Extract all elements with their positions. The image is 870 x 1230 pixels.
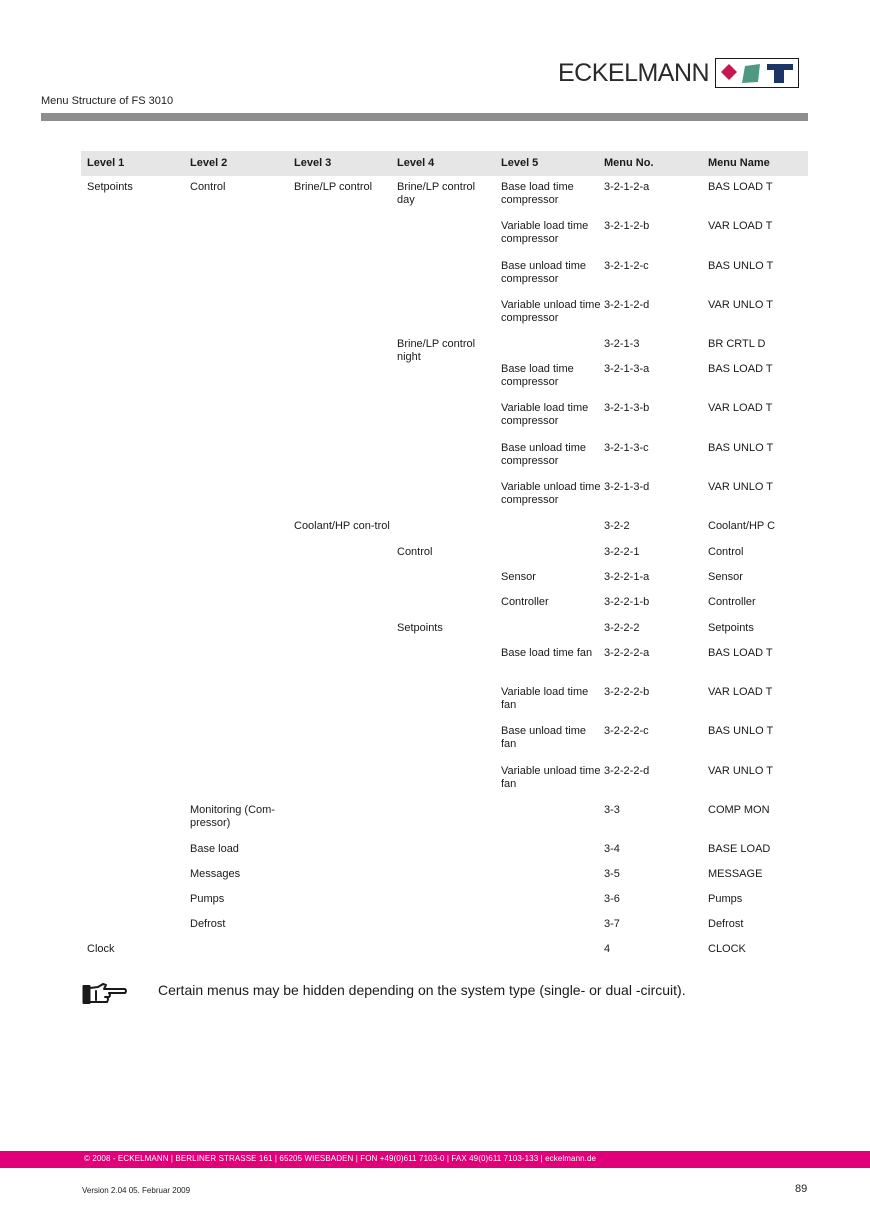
cell-menu-no: 3-2-2-1-a [604,571,650,583]
cell-menu-no: 3-2-1-3 [604,338,640,350]
cell-menu-name: COMP MON [708,804,770,816]
cell-menu-no: 3-6 [604,893,620,905]
cell-level-2: Defrost [190,918,226,930]
cell-menu-name: Control [708,546,744,558]
cell-menu-no: 3-2-1-2-c [604,260,649,272]
cell-level-4: Control [397,546,433,558]
cell-menu-no: 3-2-2-2-b [604,686,650,698]
cell-menu-name: VAR LOAD T [708,686,773,698]
cell-level-5: Controller [501,596,549,608]
cell-menu-no: 3-2-2 [604,520,630,532]
header-rule [41,113,808,121]
column-header: Level 5 [501,157,539,169]
cell-menu-name: Controller [708,596,756,608]
cell-level-5: Base unload time compressor [501,260,586,285]
column-header: Level 2 [190,157,228,169]
cell-menu-name: Pumps [708,893,743,905]
cell-menu-no: 3-4 [604,843,620,855]
cell-menu-no: 3-2-1-2-d [604,299,650,311]
cell-menu-no: 3-2-2-2-c [604,725,649,737]
cell-level-5: Base unload time fan [501,725,586,750]
cell-level-2: Pumps [190,893,225,905]
document-title: Menu Structure of FS 3010 [41,95,174,107]
cell-level-5: Variable unload time fan [501,765,601,790]
cell-menu-name: CLOCK [708,943,746,955]
cell-menu-no: 3-2-2-1-b [604,596,650,608]
cell-menu-name: BAS LOAD T [708,647,773,659]
cell-menu-no: 3-3 [604,804,620,816]
note-text: Certain menus may be hidden depending on the system type (single- or dual -circuit). [158,982,686,998]
cell-menu-name: VAR LOAD T [708,220,773,232]
cell-menu-name: BAS UNLO T [708,442,774,454]
cell-level-5: Variable load time fan [501,686,589,711]
cell-menu-no: 3-2-1-2-b [604,220,650,232]
cell-level-5: Variable unload time compressor [501,299,601,324]
column-header: Menu No. [604,157,654,169]
cell-menu-name: VAR UNLO T [708,765,773,777]
cell-level-2: Control [190,181,226,193]
cell-menu-name: BR CRTL D [708,338,766,350]
cell-level-2: Monitoring (Com-pressor) [190,804,275,829]
cell-menu-name: MESSAGE [708,868,763,880]
cell-menu-no: 3-2-1-2-a [604,181,650,193]
cell-menu-name: BAS LOAD T [708,363,773,375]
cell-menu-no: 4 [604,943,611,955]
column-header: Level 4 [397,157,435,169]
cell-menu-name: BAS UNLO T [708,260,774,272]
cell-level-5: Variable unload time compressor [501,481,601,506]
company-logo [558,58,799,88]
cell-menu-no: 3-2-1-3-d [604,481,650,493]
cell-menu-no: 3-2-2-1 [604,546,640,558]
cell-menu-name: VAR UNLO T [708,299,773,311]
cell-level-5: Base load time fan [501,647,593,659]
cell-level-1: Setpoints [87,181,133,193]
cell-menu-name: Sensor [708,571,743,583]
cell-level-3: Brine/LP control [294,181,373,193]
cell-level-5: Base unload time compressor [501,442,586,467]
cell-menu-name: Setpoints [708,622,754,634]
cell-level-4: Brine/LP control day [397,181,476,206]
cell-level-4: Brine/LP control night [397,338,476,363]
cell-menu-no: 3-2-2-2-d [604,765,650,777]
cell-menu-no: 3-2-2-2-a [604,647,650,659]
column-header: Menu Name [708,157,770,169]
version-info: Version 2.04 05. Februar 2009 [82,1186,191,1195]
cell-menu-name: Defrost [708,918,744,930]
cell-level-4: Setpoints [397,622,443,634]
cell-menu-name: Coolant/HP C [708,520,776,532]
cell-level-5: Variable load time compressor [501,402,589,427]
cell-level-2: Messages [190,868,241,880]
cell-level-1: Clock [87,943,115,955]
table-header [81,151,808,176]
pointing-hand-icon [82,982,128,1006]
cell-menu-no: 3-2-2-2 [604,622,640,634]
column-header: Level 3 [294,157,332,169]
cell-menu-no: 3-2-1-3-b [604,402,650,414]
cell-menu-no: 3-7 [604,918,620,930]
cell-level-2: Base load [190,843,239,855]
eckelmann-logo-mark-icon [715,58,799,88]
cell-level-5: Base load time compressor [501,363,574,388]
cell-menu-no: 3-2-1-3-c [604,442,649,454]
cell-menu-name: VAR UNLO T [708,481,773,493]
logo-text: ECKELMANN [558,58,710,87]
cell-menu-no: 3-5 [604,868,620,880]
page-number: 89 [795,1183,808,1195]
cell-menu-no: 3-2-1-3-a [604,363,650,375]
cell-menu-name: BASE LOAD [708,843,771,855]
column-header: Level 1 [87,157,125,169]
cell-level-3: Coolant/HP con-trol [294,520,390,532]
cell-menu-name: BAS UNLO T [708,725,774,737]
footer-copyright: © 2008 - ECKELMANN | BERLINER STRASSE 161 | 65205 WIESBADEN | FON +49(0)611 7103-0 | FAX 49(0)611 7103-133 | eckelmann.de [84,1154,597,1163]
cell-level-5: Base load time compressor [501,181,574,206]
cell-level-5: Variable load time compressor [501,220,589,245]
cell-level-5: Sensor [501,571,536,583]
cell-menu-name: VAR LOAD T [708,402,773,414]
cell-menu-name: BAS LOAD T [708,181,773,193]
footer-bar [0,1151,870,1168]
